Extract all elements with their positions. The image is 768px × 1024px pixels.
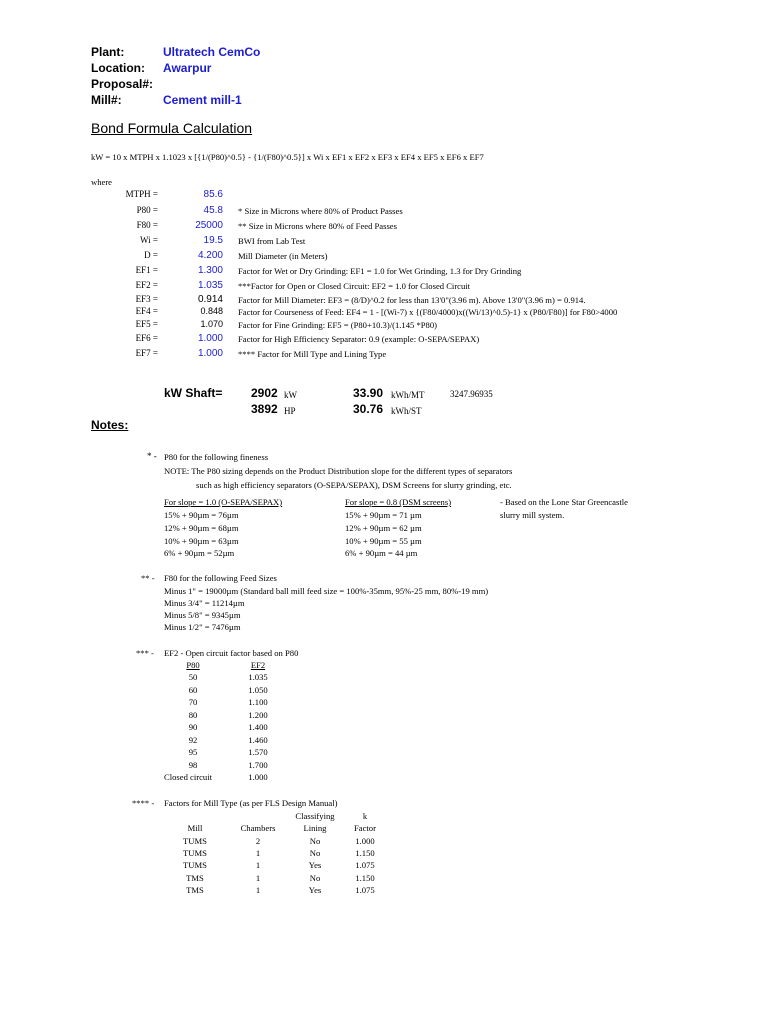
table-cell: TMS <box>186 873 204 883</box>
table-cell: Yes <box>308 885 322 895</box>
table-cell: 1.000 <box>248 772 268 782</box>
param-desc: **** Factor for Mill Type and Lining Type <box>238 349 387 359</box>
param-label: EF1 = <box>135 265 158 275</box>
param-desc: Factor for Mill Diameter: EF3 = (8/D)^0.2 for less than 13'0"(3.96 m). Above 13'0"(3.96 m) = 0.914. <box>238 295 586 305</box>
param-label: D = <box>144 250 158 260</box>
plant-value: Ultratech CemCo <box>163 45 261 59</box>
note2-line: Minus 5/8" = 9345µm <box>164 610 241 620</box>
table-cell: 92 <box>188 735 198 745</box>
param-label: EF6 = <box>135 333 158 343</box>
list-item: 15% + 90µm = 71 µm <box>345 510 422 520</box>
table-cell: 90 <box>188 722 198 732</box>
table-cell: 1.700 <box>248 760 268 770</box>
location-value: Awarpur <box>163 61 212 75</box>
param-label: EF5 = <box>135 319 158 329</box>
note4-head-k: k <box>362 811 368 821</box>
param-value: 0.848 <box>200 306 223 316</box>
note4-mark: **** - <box>132 798 155 808</box>
note1-side: - Based on the Lone Star Greencastle <box>500 497 628 507</box>
mill-label: Mill#: <box>91 93 122 107</box>
table-cell: 1.460 <box>248 735 268 745</box>
table-cell: 1 <box>255 885 261 895</box>
table-cell: 1.000 <box>355 836 375 846</box>
note3-head-p80: P80 <box>186 660 200 670</box>
param-label: Wi = <box>140 235 158 245</box>
note3-head-ef2: EF2 <box>250 660 266 670</box>
param-desc: Factor for Courseness of Feed: EF4 = 1 - [(Wi-7) x {(F80/4000)x((Wi/13)^0.5)-1} x (P80/F80)] for F80>4000 <box>238 307 618 317</box>
param-value: 45.8 <box>203 205 223 216</box>
note1-side: slurry mill system. <box>500 510 565 520</box>
note2-line: Minus 1" = 19000µm (Standard ball mill feed size = 100%-35mm, 95%-25 mm, 80%-19 mm) <box>164 586 489 596</box>
table-cell: 1.150 <box>355 873 375 883</box>
list-item: 12% + 90µm = 62 µm <box>345 523 422 533</box>
note2-line: Minus 1/2" = 7476µm <box>164 622 241 632</box>
param-value: 1.000 <box>197 348 223 359</box>
table-cell: 1 <box>255 848 261 858</box>
note1-line: NOTE: The P80 sizing depends on the Product Distribution slope for the different types of separators <box>164 466 513 476</box>
table-cell: TUMS <box>183 836 207 846</box>
note4-head-factor: Factor <box>354 823 376 833</box>
table-cell: 98 <box>188 760 198 770</box>
table-cell: 1.035 <box>248 672 268 682</box>
mill-value: Cement mill-1 <box>163 93 242 107</box>
note2-mark: ** - <box>141 573 155 583</box>
note4-head-classifying: Classifying <box>295 811 335 821</box>
kw-value: 2902 <box>251 386 278 400</box>
kwh-mt-unit: kWh/MT <box>391 390 425 400</box>
param-value: 85.6 <box>203 189 223 200</box>
param-value: 1.000 <box>197 333 223 344</box>
param-label: P80 = <box>136 205 158 215</box>
param-label: MTPH = <box>125 189 158 199</box>
param-desc: Factor for High Efficiency Separator: 0.9 (example: O-SEPA/SEPAX) <box>238 334 480 344</box>
param-desc: * Size in Microns where 80% of Product Passes <box>238 206 403 216</box>
param-label: EF7 = <box>135 348 158 358</box>
list-item: 12% + 90µm = 68µm <box>164 523 239 533</box>
param-desc: Factor for Wet or Dry Grinding: EF1 = 1.0 for Wet Grinding, 1.3 for Dry Grinding <box>238 266 522 276</box>
list-item: 10% + 90µm = 55 µm <box>345 536 422 546</box>
note1-mark: * - <box>147 451 157 461</box>
formula: kW = 10 x MTPH x 1.1023 x [{1/(P80)^0.5} - {1/(F80)^0.5}] x Wi x EF1 x EF2 x EF3 x EF4 x EF5 x EF6 x EF7 <box>91 152 484 162</box>
shaft-extra-value: 3247.96935 <box>450 389 493 399</box>
location-label: Location: <box>91 61 145 75</box>
table-cell: TMS <box>186 885 204 895</box>
param-value: 1.035 <box>197 280 223 291</box>
table-cell: No <box>309 836 321 846</box>
table-cell: 2 <box>255 836 261 846</box>
param-desc: Factor for Fine Grinding: EF5 = (P80+10.3)/(1.145 *P80) <box>238 320 437 330</box>
table-cell: 60 <box>188 685 198 695</box>
note4-head-chambers: Chambers <box>240 823 276 833</box>
param-label: F80 = <box>136 220 158 230</box>
note1-line: P80 for the following fineness <box>164 452 269 462</box>
list-item: 6% + 90µm = 52µm <box>164 548 235 558</box>
note4-title: Factors for Mill Type (as per FLS Design Manual) <box>164 798 338 808</box>
param-value: 4.200 <box>197 250 223 261</box>
kwh-st-unit: kWh/ST <box>391 406 422 416</box>
note4-head-mill: Mill <box>187 823 203 833</box>
param-desc: ***Factor for Open or Closed Circuit: EF2 = 1.0 for Closed Circuit <box>238 281 471 291</box>
table-cell: 1.200 <box>248 710 268 720</box>
table-cell: 1.050 <box>248 685 268 695</box>
param-label: EF3 = <box>135 294 158 304</box>
hp-value: 3892 <box>251 402 278 416</box>
table-cell: 70 <box>188 697 198 707</box>
table-cell: 1.150 <box>355 848 375 858</box>
table-cell: 1 <box>255 873 261 883</box>
note2-line: Minus 3/4" = 11214µm <box>164 598 245 608</box>
table-cell: 50 <box>188 672 198 682</box>
list-item: 6% + 90µm = 44 µm <box>345 548 418 558</box>
note3-mark: *** - <box>136 648 154 658</box>
hp-unit: HP <box>284 406 296 416</box>
kwh-st-value: 30.76 <box>353 402 384 416</box>
table-cell: 95 <box>188 747 198 757</box>
param-value: 1.070 <box>200 319 223 329</box>
kw-shaft-label: kW Shaft= <box>164 386 223 400</box>
table-cell: Yes <box>308 860 322 870</box>
table-cell: No <box>309 873 321 883</box>
note1-col2-head: For slope = 0.8 (DSM screens) <box>345 497 452 507</box>
proposal-label: Proposal#: <box>91 77 154 91</box>
where-label: where <box>91 177 112 187</box>
note3-title: EF2 - Open circuit factor based on P80 <box>164 648 299 658</box>
table-cell: 1 <box>255 860 261 870</box>
param-value: 1.300 <box>197 265 223 276</box>
table-cell: 1.570 <box>248 747 268 757</box>
page-title: Bond Formula Calculation <box>91 120 253 136</box>
kwh-mt-value: 33.90 <box>353 386 384 400</box>
param-label: EF4 = <box>135 306 158 316</box>
list-item: 15% + 90µm = 76µm <box>164 510 239 520</box>
table-cell: 1.100 <box>248 697 268 707</box>
note4-head-lining: Lining <box>303 823 327 833</box>
note1-col1-head: For slope = 1.0 (O-SEPA/SEPAX) <box>164 497 283 507</box>
list-item: 10% + 90µm = 63µm <box>164 536 239 546</box>
param-value: 19.5 <box>203 235 223 246</box>
kw-unit: kW <box>284 390 297 400</box>
note2-line: F80 for the following Feed Sizes <box>164 573 277 583</box>
table-cell: TUMS <box>183 848 207 858</box>
param-desc: BWI from Lab Test <box>238 236 306 246</box>
table-cell: Closed circuit <box>164 772 212 782</box>
table-cell: 1.075 <box>355 885 375 895</box>
table-cell: 1.400 <box>248 722 268 732</box>
plant-label: Plant: <box>91 45 125 59</box>
param-label: EF2 = <box>135 280 158 290</box>
table-cell: 1.075 <box>355 860 375 870</box>
notes-title: Notes: <box>91 418 129 432</box>
table-cell: No <box>309 848 321 858</box>
param-desc: Mill Diameter (in Meters) <box>238 251 328 261</box>
note1-line: such as high efficiency separators (O-SEPA/SEPAX), DSM Screens for slurry grinding, etc. <box>196 480 512 490</box>
table-cell: 80 <box>188 710 198 720</box>
param-value: 0.914 <box>197 294 223 305</box>
table-cell: TUMS <box>183 860 207 870</box>
param-value: 25000 <box>195 220 223 231</box>
param-desc: ** Size in Microns where 80% of Feed Passes <box>238 221 397 231</box>
